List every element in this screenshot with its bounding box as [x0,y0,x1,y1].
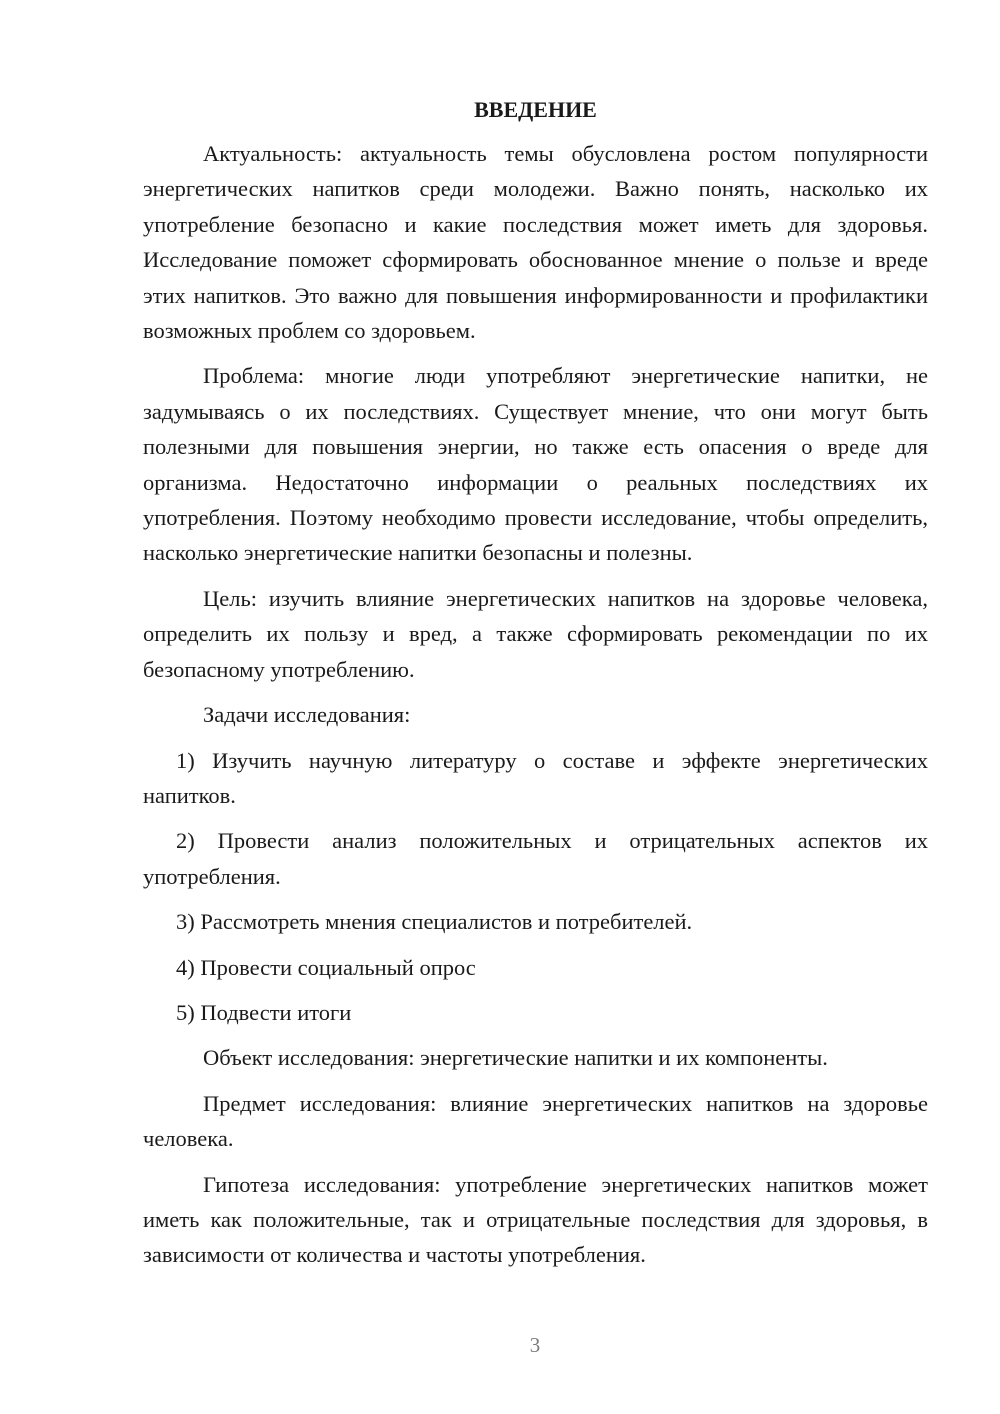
paragraph-relevance: Актуальность: актуальность темы обусловлена ростом популярности энергетических напитков среди молодежи. Важно понять, насколько их употребление безопасно и какие последствия может иметь для здоровья. Исследование поможет сформировать обоснованное мнение о пользе и вреде этих напитков. Это важно для повышения информированности и профилактики возможных проблем со здоровьем. [143,141,928,344]
task-item-5: 5) Подвести итоги [176,999,352,1025]
paragraph-tasks-heading: Задачи исследования: [203,702,411,728]
page-title: ВВЕДЕНИЕ [474,97,597,122]
page-number: 3 [529,1333,541,1357]
task-item-2: 2) Провести анализ положительных и отрицательных аспектов их употребления. [143,828,928,889]
paragraph-hypothesis: Гипотеза исследования: употребление энергетических напитков может иметь как положительные, так и отрицательные последствия для здоровья, в зависимости от количества и частоты употребления. [143,1171,928,1268]
task-item-3: 3) Рассмотреть мнения специалистов и потребителей. [176,909,693,935]
paragraph-goal: Цель: изучить влияние энергетических напитков на здоровье человека, определить их пользу и вред, а также сформировать рекомендации по их безопасному употреблению. [143,585,928,682]
task-item-4: 4) Провести социальный опрос [176,954,476,980]
paragraph-object: Объект исследования: энергетические напитки и их компоненты. [203,1045,828,1071]
task-item-1: 1) Изучить научную литературу о составе и эффекте энергетических напитков. [143,747,928,808]
document-page [143,96,928,1283]
paragraph-subject: Предмет исследования: влияние энергетических напитков на здоровье человека. [143,1090,928,1152]
paragraph-problem: Проблема: многие люди употребляют энергетические напитки, не задумываясь о их последствиях. Существует мнение, что они могут быть полезными для повышения энергии, но также есть опасения о вреде для организма. Недостаточно информации о реальных последствиях их употребления. Поэтому необходимо провести исследование, чтобы определить, насколько энергетические напитки безопасны и полезны. [143,363,928,566]
